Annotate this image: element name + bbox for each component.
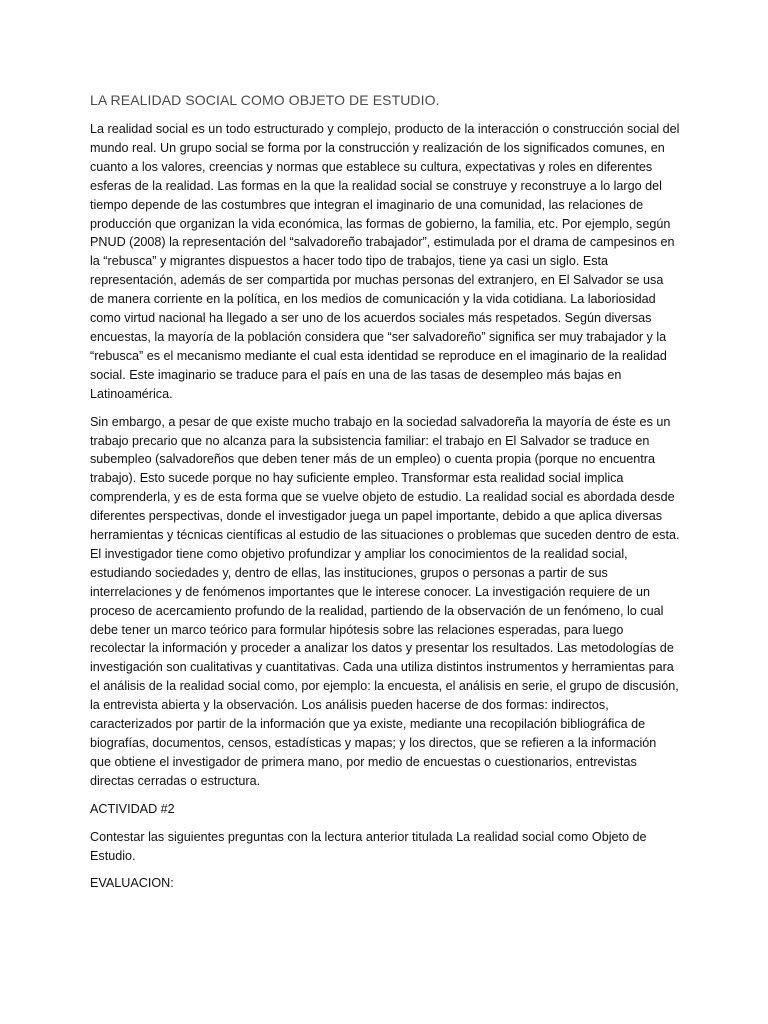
document-title: LA REALIDAD SOCIAL COMO OBJETO DE ESTUDIO. (90, 92, 440, 108)
activity-instruction: Contestar las siguientes preguntas con la lectura anterior titulada La realidad social como Objeto de Estudio. (90, 829, 647, 863)
paragraph-realidad-social: La realidad social es un todo estructurado y complejo, producto de la interacción o construcción social del mundo real. Un grupo social se forma por la construcción y realización de los significados comunes, en cuanto a los valores, creencias y normas que establece su cultura, expectativas y roles en diferentes esferas de la realidad. Las formas en la que la realidad social se construye y reconstruye a lo largo del tiempo depende de las costumbres que integran el imaginario de una comunidad, las relaciones de producción que organizan la vida económica, las formas de gobierno, la familia, etc. Por ejemplo, según PNUD (2008) la representación del “salvadoreño trabajador”, estimulada por el drama de campesinos en la “rebusca” y migrantes dispuestos a hacer todo tipo de trabajos, tiene ya casi un siglo. Esta representación, además de ser compartida por muchas personas del extranjero, en El Salvador se usa de manera corriente en la política, en los medios de comunicación y la vida cotidiana. La laboriosidad como virtud nacional ha llegado a ser uno de los acuerdos sociales más respetados. Según diversas encuestas, la mayoría de la población considera que “ser salvadoreño” significa ser muy trabajador y la “rebusca” es el mecanismo mediante el cual esta identidad se reproduce en el imaginario de la realidad social. Este imaginario se traduce para el país en una de las tasas de desempleo más bajas en Latinoamérica. (90, 122, 680, 401)
document-page (90, 92, 680, 902)
evaluation-heading: EVALUACION: (90, 876, 174, 891)
paragraph-sin-embargo: Sin embargo, a pesar de que existe mucho trabajo en la sociedad salvadoreña la mayoría de éste es un trabajo precario que no alcanza para la subsistencia familiar: el trabajo en El Salvador se traduce en subempleo (salvadoreños que deben tener más de un empleo) o cuenta propia (porque no encuentra trabajo). Esto sucede porque no hay suficiente empleo. Transformar esta realidad social implica comprenderla, y es de esta forma que se vuelve objeto de estudio. La realidad social es abordada desde diferentes perspectivas, donde el investigador juega un papel importante, debido a que aplica diversas herramientas y técnicas científicas al estudio de las situaciones o problemas que suceden dentro de esta. El investigador tiene como objetivo profundizar y ampliar los conocimientos de la realidad social, estudiando sociedades y, dentro de ellas, las instituciones, grupos o personas a partir de sus interrelaciones y de fenómenos importantes que le interese conocer. La investigación requiere de un proceso de acercamiento profundo de la realidad, partiendo de la observación de un fenómeno, lo cual debe tener un marco teórico para formular hipótesis sobre las relaciones esperadas, para luego recolectar la información y proceder a analizar los datos y presentar los resultados. Las metodologías de investigación son cualitativas y cuantitativas. Cada una utiliza distintos instrumentos y herramientas para el análisis de la realidad social como, por ejemplo: la encuesta, el análisis en serie, el grupo de discusión, la entrevista abierta y la observación. Los análisis pueden hacerse de dos formas: indirectos, caracterizados por partir de la información que ya existe, mediante una recopilación bibliográfica de biografías, documentos, censos, estadísticas y mapas; y los directos, que se refieren a la información que obtiene el investigador de primera mano, por medio de encuestas o cuestionarios, entrevistas directas cerradas o estructura. (90, 414, 680, 788)
activity-heading: ACTIVIDAD #2 (90, 801, 175, 816)
